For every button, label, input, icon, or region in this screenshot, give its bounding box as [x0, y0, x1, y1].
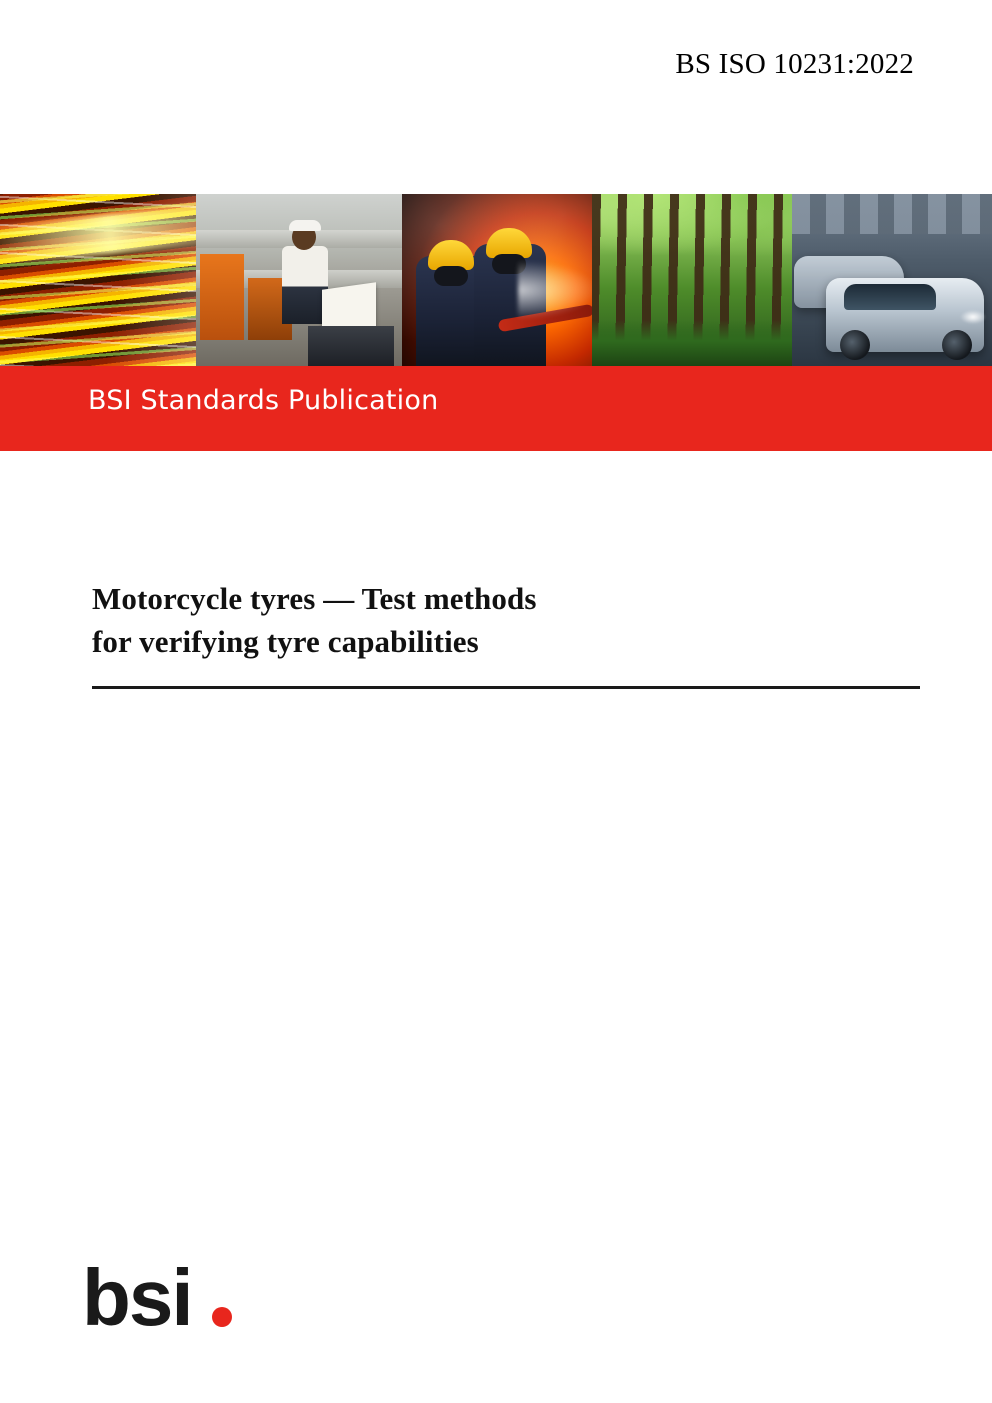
factory-ceiling-decor	[792, 194, 992, 234]
box-decor	[200, 254, 244, 340]
wheel-decor-2	[942, 330, 972, 360]
worker-cap-decor	[289, 220, 321, 231]
light-trails-photo	[0, 194, 196, 366]
car-factory-photo	[792, 194, 992, 366]
title-block	[92, 578, 912, 689]
bsi-logo	[82, 1255, 242, 1347]
trolley-decor	[308, 326, 394, 366]
page-title	[92, 578, 912, 664]
forest-photo	[592, 194, 792, 366]
banner-label: BSI Standards Publication	[88, 385, 439, 416]
headlight-decor	[960, 310, 986, 324]
standard-number: BS ISO 10231:2022	[675, 48, 914, 80]
title-line-1: Motorcycle tyres — Test methods	[92, 581, 537, 616]
title-divider	[92, 686, 920, 689]
title-line-2: for verifying tyre capabilities	[92, 623, 479, 659]
mask-a-decor	[434, 266, 468, 286]
forest-floor-decor	[592, 320, 792, 366]
bsi-logo-text	[82, 1347, 83, 1348]
water-spray-decor	[518, 260, 592, 320]
windshield-decor	[844, 284, 936, 310]
firefighters-photo	[402, 194, 592, 366]
wheel-decor-1	[840, 330, 870, 360]
cover-image-strip	[0, 194, 992, 366]
warehouse-worker-photo	[196, 194, 402, 366]
svg-text:bsi: bsi	[82, 1255, 192, 1342]
